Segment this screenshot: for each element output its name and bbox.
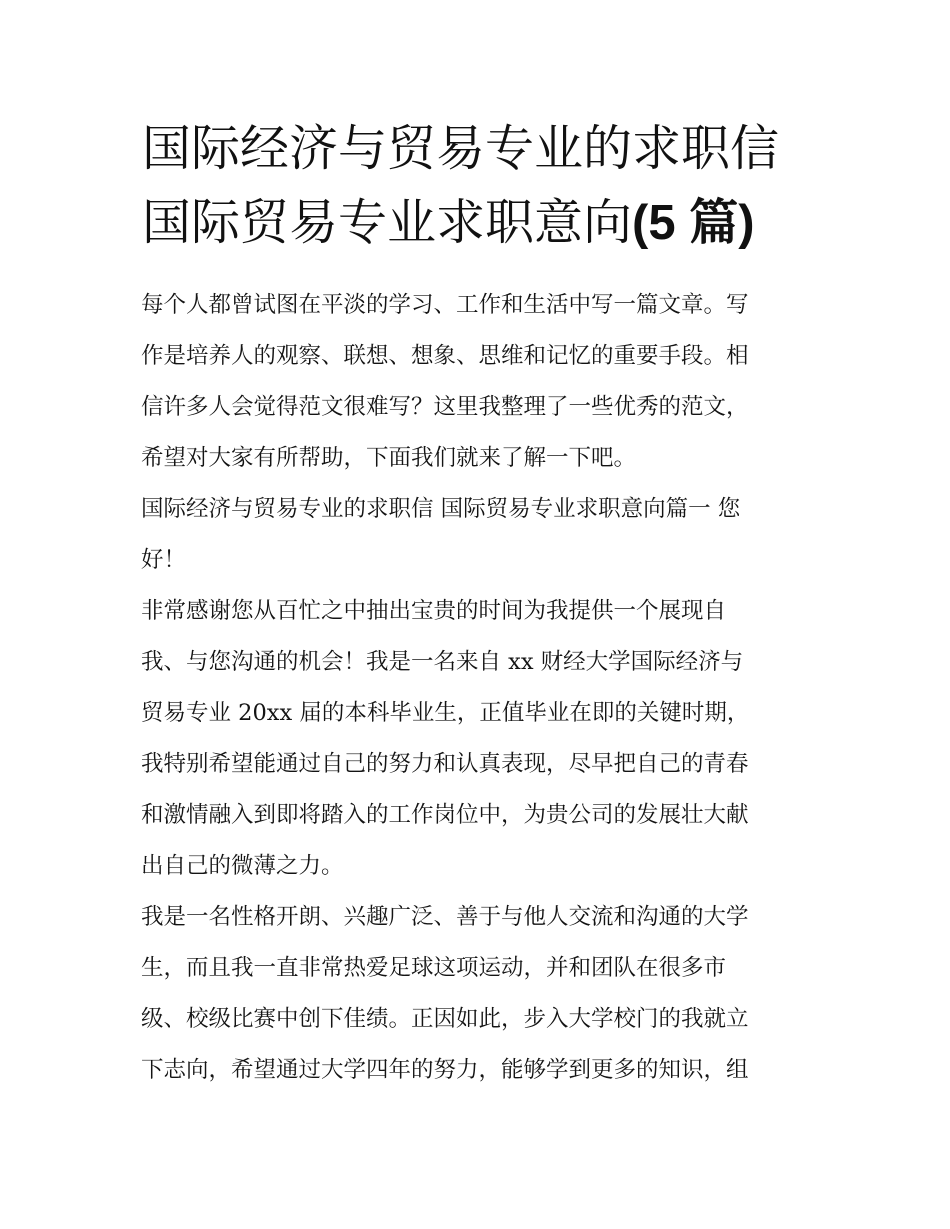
paragraph-line: 级、校级比赛中创下佳绩。正因如此，步入大学校门的我就立 (141, 1006, 749, 1032)
paragraph-line: 我特别希望能通过自己的努力和认真表现，尽早把自己的青春 (141, 751, 749, 777)
paragraph-greeting (141, 484, 821, 586)
title-line-2-text: 国际贸易专业求职意向 (142, 194, 633, 251)
paragraph-line: 信许多人会觉得范文很难写？这里我整理了一些优秀的范文， (141, 394, 749, 420)
paragraph-line: 下志向，希望通过大学四年的努力，能够学到更多的知识，组 (141, 1057, 749, 1083)
paragraph-line: 希望对大家有所帮助，下面我们就来了解一下吧。 (141, 445, 637, 471)
paragraph-line: 出自己的微薄之力。 (141, 853, 344, 879)
paragraph-line: 好！ (141, 547, 187, 573)
paragraph-line: 和激情融入到即将踏入的工作岗位中，为贵公司的发展壮大献 (141, 802, 749, 828)
paragraph-intro (141, 280, 821, 484)
title-suffix: (5 篇) (632, 196, 755, 250)
paragraph-line: 国际经济与贸易专业的求职信 国际贸易专业求职意向篇一 您 (141, 496, 741, 522)
title-line-1: 国际经济与贸易专业的求职信 (142, 120, 780, 177)
paragraph-line: 生，而且我一直非常热爱足球这项运动，并和团队在很多市 (141, 955, 727, 981)
paragraph-line: 每个人都曾试图在平淡的学习、工作和生活中写一篇文章。写 (141, 292, 749, 318)
paragraph-line: 我、与您沟通的机会！我是一名来自 xx 财经大学国际经济与 (141, 649, 744, 675)
paragraph-line: 非常感谢您从百忙之中抽出宝贵的时间为我提供一个展现自 (141, 598, 727, 624)
paragraph-line: 我是一名性格开朗、兴趣广泛、善于与他人交流和沟通的大学 (141, 904, 749, 930)
paragraph-introduction (141, 586, 821, 892)
paragraph-line: 作是培养人的观察、联想、想象、思维和记忆的重要手段。相 (141, 343, 749, 369)
document-body (141, 280, 821, 1096)
paragraph-personality (141, 892, 821, 1096)
paragraph-line: 贸易专业 20xx 届的本科毕业生，正值毕业在即的关键时期， (141, 700, 750, 726)
document-title (142, 112, 842, 260)
title-line-2 (142, 186, 842, 260)
